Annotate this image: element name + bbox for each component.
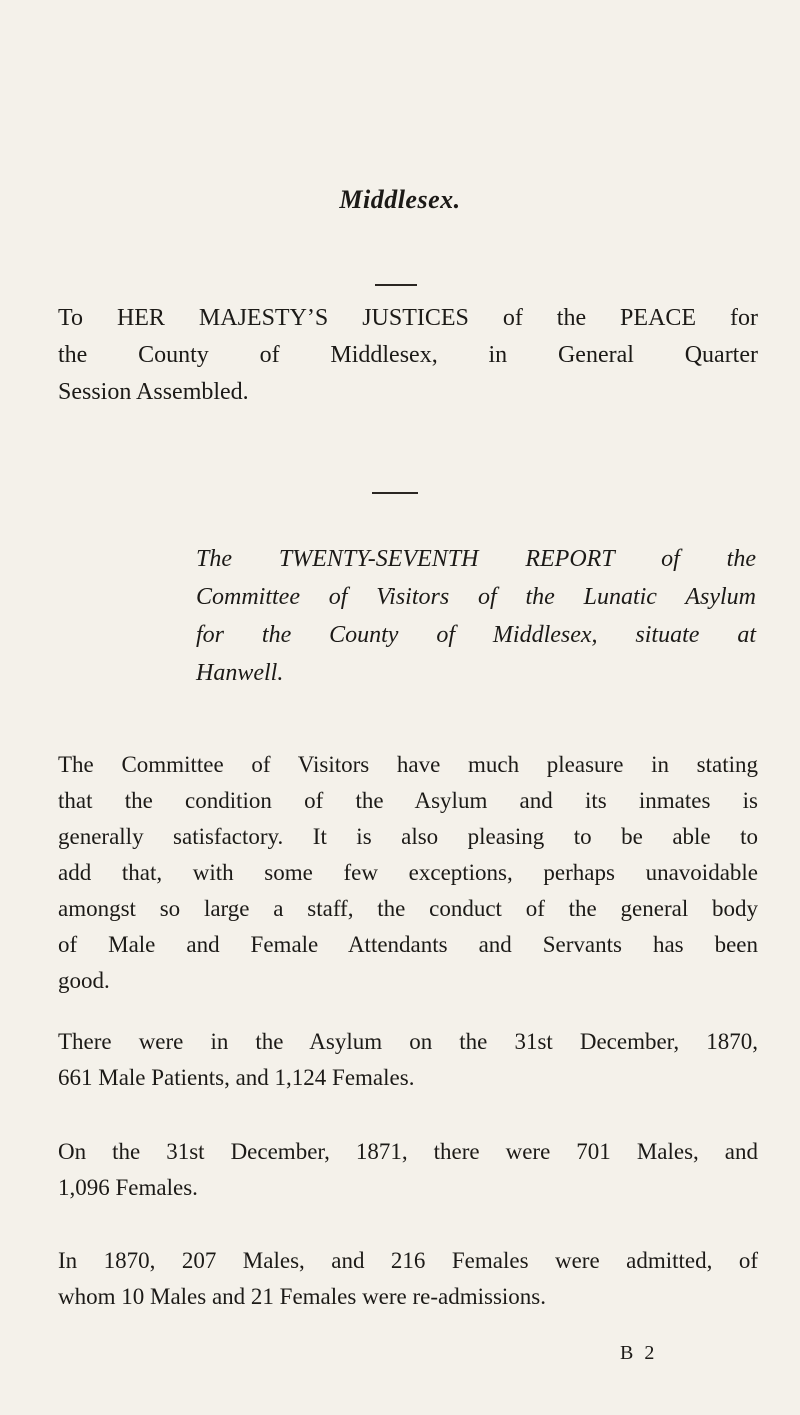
signature-mark: B 2 [620,1342,658,1364]
paragraph-admissions [58,1243,758,1315]
report-title-line: Hanwell. [196,660,284,686]
county-heading: Middlesex. [339,185,461,214]
report-title-line: for the County of Middlesex, situate at [196,622,756,648]
report-title-line: Committee of Visitors of the Lunatic Asylum [196,584,756,610]
address-line: To HER MAJESTY’S JUSTICES of the PEACE for [58,305,758,331]
paragraph-line: 1,096 Females. [58,1175,198,1200]
address-line: Session Assembled. [58,379,249,405]
paragraph-line: 661 Male Patients, and 1,124 Females. [58,1065,415,1090]
paragraph-line: good. [58,968,110,993]
report-title [196,540,756,692]
paragraph-line: The Committee of Visitors have much pleasure in stating [58,752,758,777]
divider-rule [372,492,418,494]
paragraph-line: In 1870, 207 Males, and 216 Females were admitted, of [58,1248,758,1273]
paragraph-line: whom 10 Males and 21 Females were re-admissions. [58,1284,547,1309]
paragraph-line: add that, with some few exceptions, perhaps unavoidable [58,860,758,885]
address-line: the County of Middlesex, in General Quarter [58,342,758,368]
paragraph-line: generally satisfactory. It is also pleasing to be able to [58,824,758,849]
paragraph-line: of Male and Female Attendants and Servants has been [58,932,758,957]
paragraph-condition [58,747,758,999]
paragraph-line: On the 31st December, 1871, there were 701 Males, and [58,1139,758,1164]
divider-rule [375,284,417,286]
report-title-line: The TWENTY-SEVENTH REPORT of the [196,546,756,572]
paragraph-1871-patients [58,1134,758,1206]
paragraph-1870-patients [58,1024,758,1096]
address-block [58,300,758,411]
paragraph-line: that the condition of the Asylum and its inmates is [58,788,758,813]
paragraph-line: There were in the Asylum on the 31st December, 1870, [58,1029,758,1054]
paragraph-line: amongst so large a staff, the conduct of the general body [58,896,758,921]
